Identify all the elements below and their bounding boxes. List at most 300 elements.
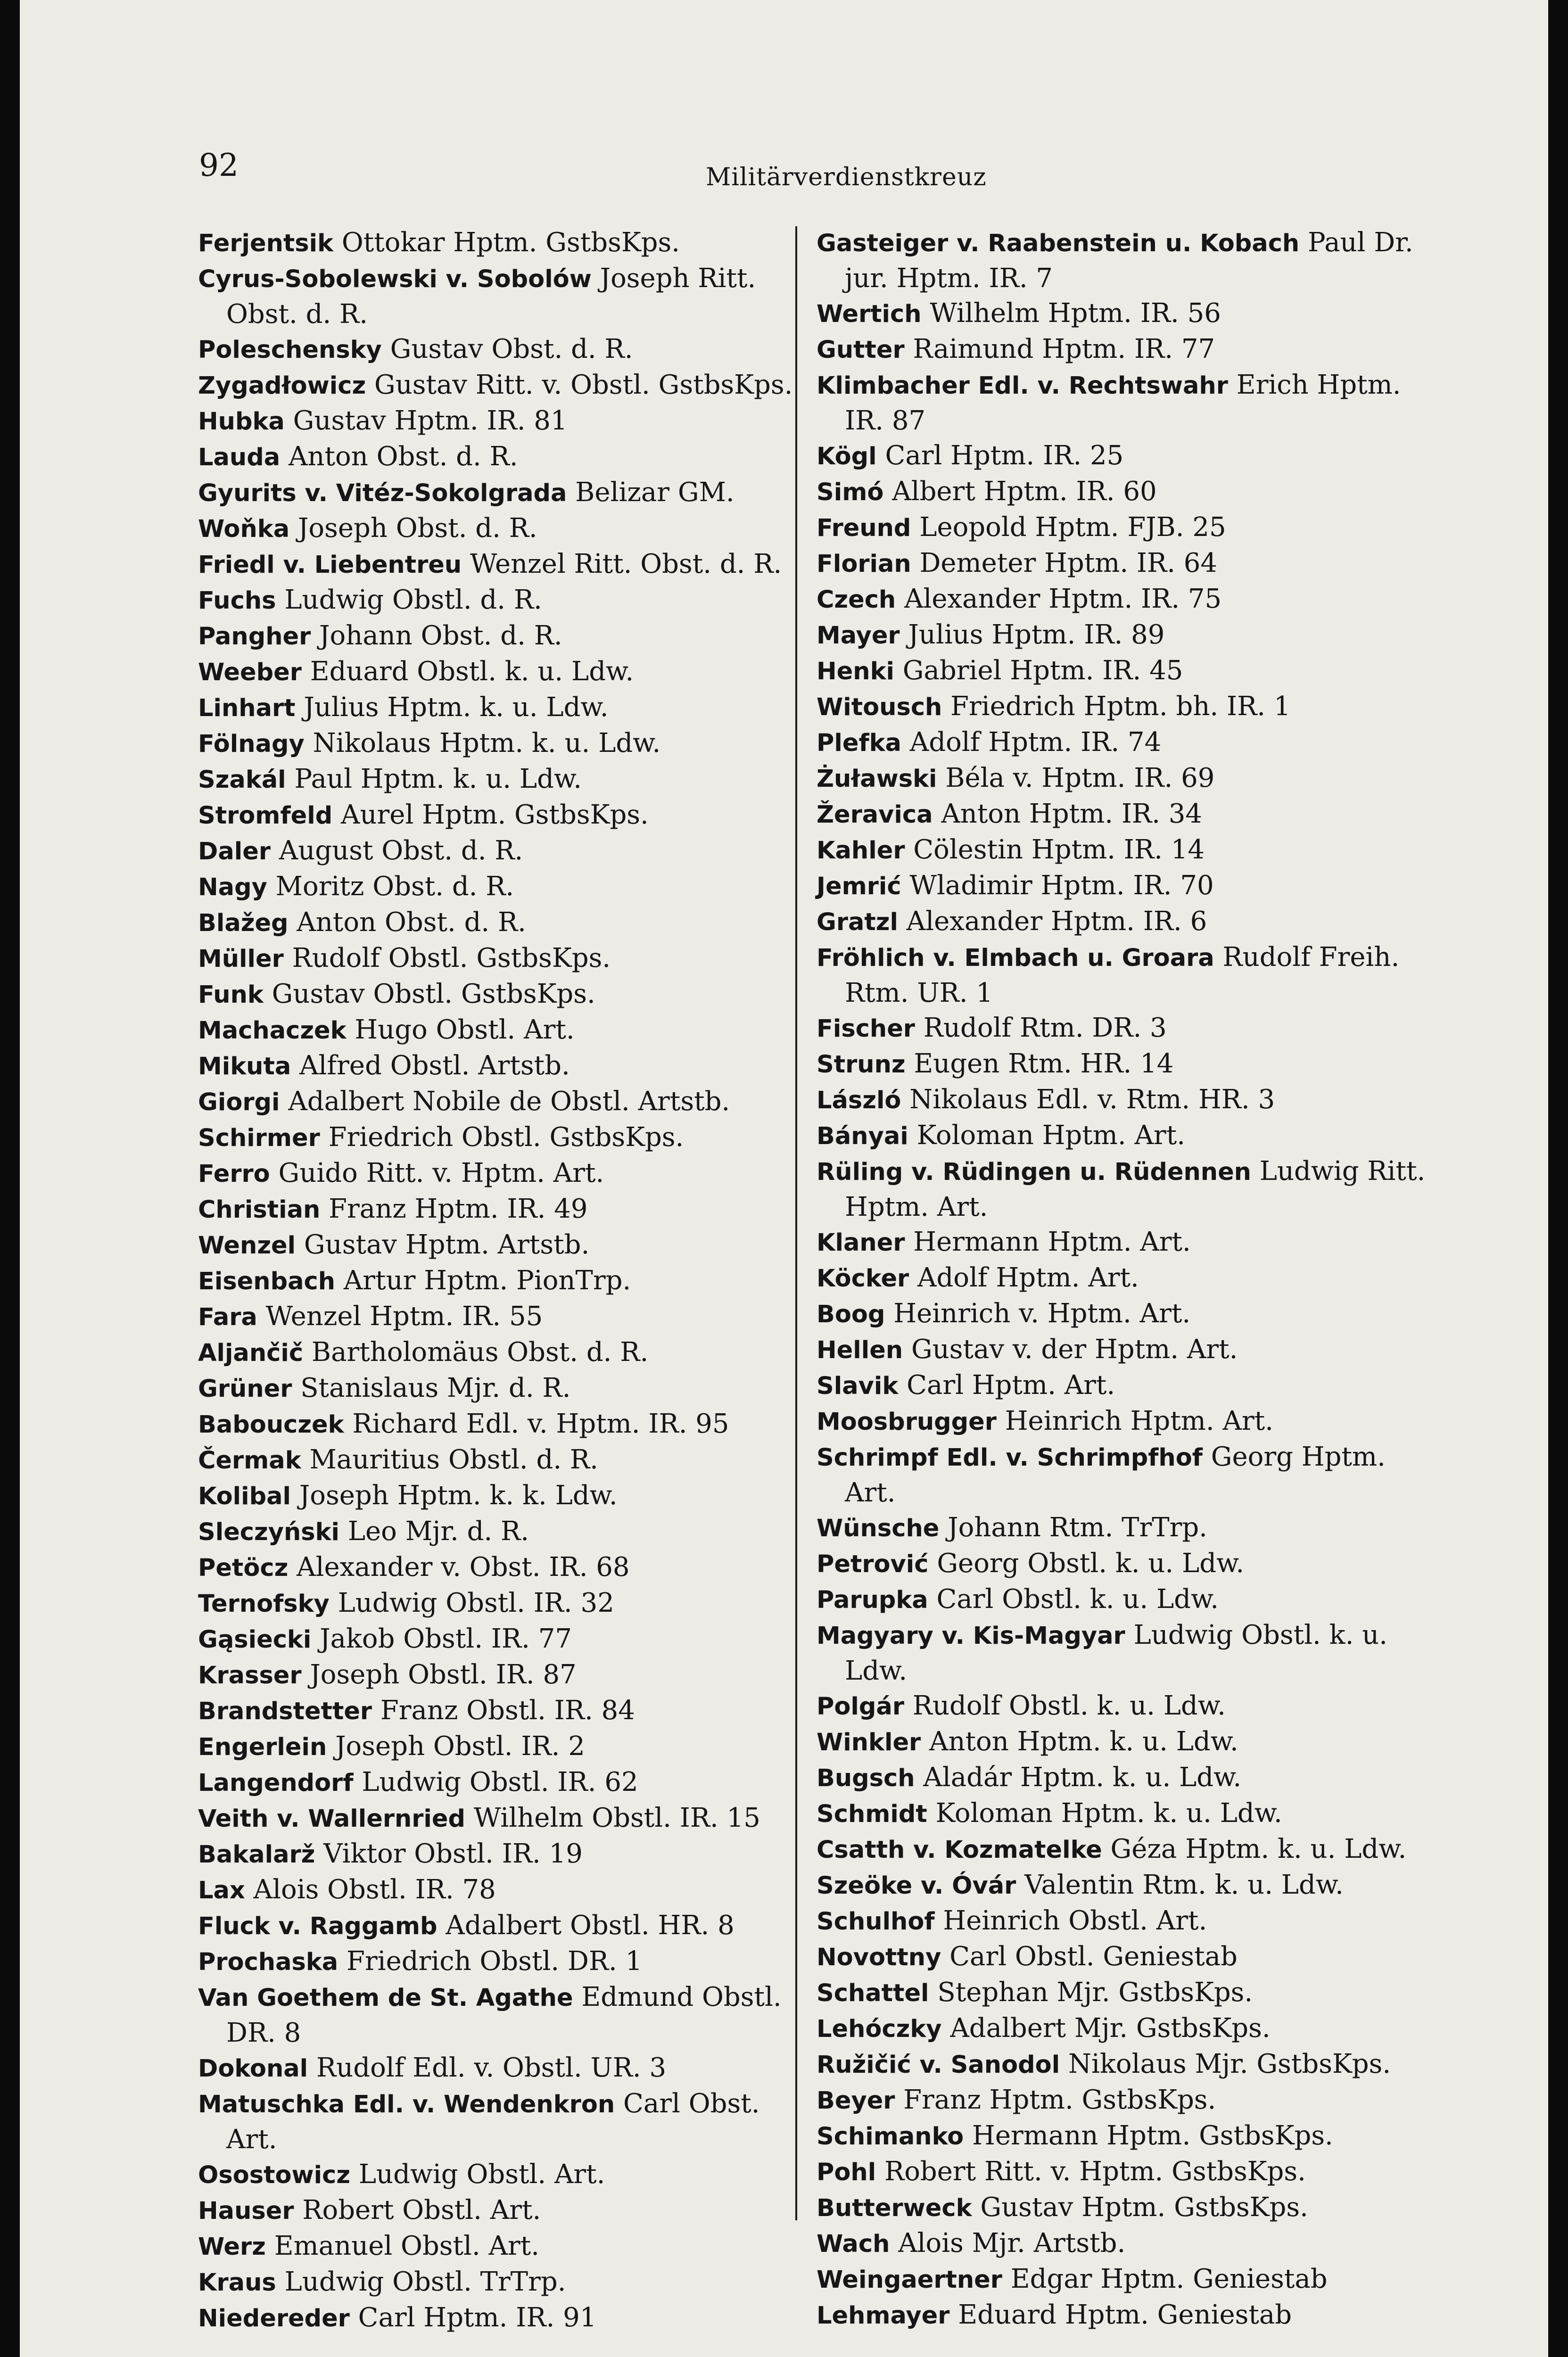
list-item: [817, 1546, 1439, 1582]
list-item: [198, 225, 806, 261]
entry-details: Carl Hptm. Art.: [907, 1370, 1115, 1401]
entry-surname: Strunz: [817, 1051, 906, 1079]
list-item: [817, 1118, 1439, 1154]
entry-details: Eduard Hptm. Geniestab: [958, 2299, 1292, 2330]
entry-surname: Ternofsky: [198, 1590, 330, 1618]
entry-details: Carl Obstl. k. u. Ldw.: [936, 1584, 1219, 1615]
list-item: [817, 797, 1439, 832]
entry-surname: Csatth v. Kozmatelke: [817, 1836, 1102, 1864]
entry-surname: Fröhlich v. Elmbach u. Groara: [817, 944, 1214, 972]
entry-surname: Pangher: [198, 623, 311, 651]
entry-details: Alexander v. Obst. IR. 68: [297, 1552, 630, 1582]
entry-surname: Czech: [817, 586, 896, 614]
entry-surname: Wünsche: [817, 1515, 940, 1542]
entry-details: Julius Hptm. IR. 89: [908, 619, 1165, 650]
entry-surname: Fuchs: [198, 587, 276, 615]
entry-details: Koloman Hptm. k. u. Ldw.: [935, 1798, 1282, 1829]
entry-surname: Gyurits v. Vitéz-Sokolgrada: [198, 479, 567, 507]
entry-details: Johann Obst. d. R.: [319, 620, 562, 651]
entry-details: Viktor Obstl. IR. 19: [323, 1838, 583, 1869]
entry-details: Alexander Hptm. IR. 6: [906, 906, 1207, 937]
entry-details: Gustav Hptm. GstbsKps.: [980, 2192, 1308, 2223]
entry-surname: Schirmer: [198, 1124, 320, 1152]
list-item: [817, 653, 1439, 689]
entry-details: Ottokar Hptm. GstbsKps.: [341, 227, 680, 258]
list-item: [198, 1299, 806, 1335]
entry-details: Eduard Obstl. k. u. Ldw.: [310, 656, 634, 687]
list-item: [198, 1335, 806, 1371]
list-item: [817, 1261, 1439, 1296]
list-item: [817, 2083, 1439, 2118]
list-item: [817, 1689, 1439, 1724]
entry-details: Gustav Ritt. v. Obstl. GstbsKps.: [374, 370, 793, 400]
list-item: [198, 439, 806, 475]
list-item: [198, 583, 806, 618]
list-item: [817, 832, 1439, 868]
list-item: [817, 546, 1439, 582]
list-item: [817, 1332, 1439, 1368]
entry-details: Nikolaus Edl. v. Rtm. HR. 3: [909, 1084, 1275, 1115]
entry-details: Rudolf Obstl. k. u. Ldw.: [912, 1690, 1226, 1721]
list-item: [817, 2190, 1439, 2226]
list-item: [817, 2047, 1439, 2083]
entry-details: Georg Obstl. k. u. Ldw.: [937, 1548, 1245, 1579]
list-item: [198, 1084, 806, 1120]
list-item: [198, 2265, 806, 2300]
list-item: [198, 332, 806, 368]
entry-details: Artur Hptm. PionTrp.: [343, 1265, 631, 1296]
entry-details: Wilhelm Hptm. IR. 56: [930, 298, 1221, 329]
entry-details: Friedrich Obstl. GstbsKps.: [328, 1122, 684, 1153]
list-item: [198, 833, 806, 869]
entry-details: Wenzel Hptm. IR. 55: [265, 1301, 543, 1332]
entry-details: Friedrich Hptm. bh. IR. 1: [950, 691, 1291, 722]
list-item: [198, 1407, 806, 1442]
list-item: [817, 1582, 1439, 1618]
entry-surname: Bakalarž: [198, 1841, 315, 1869]
entry-details: Georg Hptm. Art.: [845, 1442, 1386, 1508]
list-item: [817, 332, 1439, 368]
entry-details: Koloman Hptm. Art.: [916, 1120, 1185, 1151]
entry-surname: Novottny: [817, 1944, 941, 1971]
list-item: [198, 1013, 806, 1048]
list-item: [817, 1975, 1439, 2011]
list-item: [817, 2118, 1439, 2154]
entry-details: Adalbert Nobile de Obstl. Artstb.: [288, 1086, 730, 1117]
entry-surname: Ferjentsik: [198, 230, 334, 257]
left-column: [198, 225, 806, 2336]
list-item: [817, 1154, 1439, 1225]
list-item: [817, 618, 1439, 653]
list-item: [198, 690, 806, 726]
entry-surname: Polgár: [817, 1693, 904, 1721]
list-item: [198, 1622, 806, 1657]
entry-details: Heinrich Hptm. Art.: [1005, 1406, 1273, 1436]
list-item: [198, 1120, 806, 1156]
entry-details: Alois Mjr. Artstb.: [898, 2228, 1126, 2258]
list-item: [198, 1837, 806, 1872]
list-item: [817, 2262, 1439, 2298]
entry-details: Ludwig Obstl. k. u. Ldw.: [845, 1620, 1388, 1686]
list-item: [198, 1693, 806, 1729]
entry-details: Leopold Hptm. FJB. 25: [919, 512, 1226, 543]
entry-surname: Wertich: [817, 300, 922, 328]
entry-details: Albert Hptm. IR. 60: [892, 476, 1157, 507]
entry-surname: Szakál: [198, 766, 286, 794]
entry-details: Ludwig Obstl. TrTrp.: [284, 2266, 566, 2297]
entry-surname: Rüling v. Rüdingen u. Rüdennen: [817, 1158, 1251, 1186]
list-item: [198, 1228, 806, 1263]
list-item: [198, 1944, 806, 1980]
entry-details: Robert Ritt. v. Hptm. GstbsKps.: [884, 2156, 1306, 2187]
list-item: [817, 2154, 1439, 2190]
entry-details: Adalbert Mjr. GstbsKps.: [950, 2013, 1271, 2044]
list-item: [198, 798, 806, 833]
entry-surname: Pohl: [817, 2159, 876, 2186]
entry-details: Rudolf Obstl. GstbsKps.: [292, 943, 611, 973]
entry-surname: Hauser: [198, 2197, 294, 2225]
entry-surname: Engerlein: [198, 1733, 327, 1761]
entry-details: Cölestin Hptm. IR. 14: [913, 834, 1205, 865]
entry-surname: Simó: [817, 478, 884, 506]
entry-details: Franz Hptm. GstbsKps.: [903, 2085, 1216, 2115]
entry-surname: Lauda: [198, 444, 281, 471]
entry-details: Franz Hptm. IR. 49: [329, 1194, 588, 1224]
entry-details: Anton Hptm. IR. 34: [941, 799, 1202, 829]
list-item: [817, 2226, 1439, 2262]
entry-surname: Cyrus-Sobolewski v. Sobolów: [198, 265, 592, 293]
entry-surname: Gąsiecki: [198, 1626, 312, 1654]
entry-details: Paul Dr. jur. Hptm. IR. 7: [845, 227, 1413, 294]
list-item: [817, 2298, 1439, 2333]
entry-surname: Gasteiger v. Raabenstein u. Kobach: [817, 230, 1300, 257]
entry-surname: Čermak: [198, 1447, 301, 1475]
list-item: [817, 296, 1439, 332]
list-item: [198, 654, 806, 690]
list-item: [817, 1404, 1439, 1440]
entry-surname: Veith v. Wallernried: [198, 1805, 466, 1833]
entry-surname: Kolibal: [198, 1483, 291, 1510]
entry-surname: Daler: [198, 838, 271, 865]
entry-surname: Poleschensky: [198, 336, 382, 364]
list-item: [198, 475, 806, 511]
list-item: [198, 1586, 806, 1622]
entry-details: Anton Hptm. k. u. Ldw.: [929, 1726, 1238, 1757]
entry-surname: Lehmayer: [817, 2302, 950, 2330]
entry-details: Gustav Hptm. Artstb.: [304, 1229, 590, 1260]
list-item: [198, 511, 806, 547]
entry-surname: Petrović: [817, 1550, 929, 1578]
list-item: [817, 725, 1439, 761]
list-item: [198, 1263, 806, 1299]
entry-surname: Wach: [817, 2230, 890, 2258]
entry-details: Stanislaus Mjr. d. R.: [300, 1373, 571, 1403]
list-item: [817, 1368, 1439, 1404]
entry-details: Heinrich v. Hptm. Art.: [893, 1298, 1191, 1329]
entry-surname: Lehóczky: [817, 2015, 942, 2043]
entry-surname: Wenzel: [198, 1232, 296, 1260]
entry-surname: Freund: [817, 514, 911, 542]
entry-details: Carl Hptm. IR. 91: [358, 2302, 597, 2333]
entry-surname: Henki: [817, 658, 894, 685]
list-item: [198, 1371, 806, 1407]
list-item: [817, 225, 1439, 296]
list-item: [198, 1980, 806, 2051]
list-item: [817, 689, 1439, 725]
entry-details: Carl Hptm. IR. 25: [885, 440, 1124, 471]
entry-surname: Ferro: [198, 1160, 270, 1188]
entry-details: Leo Mjr. d. R.: [347, 1516, 529, 1547]
entry-details: Anton Obst. d. R.: [297, 907, 526, 938]
list-item: [817, 1011, 1439, 1047]
list-item: [817, 438, 1439, 474]
list-item: [198, 1729, 806, 1765]
entry-surname: Werz: [198, 2233, 266, 2261]
entry-surname: Fischer: [817, 1015, 915, 1043]
list-item: [817, 1296, 1439, 1332]
entry-details: Gustav Hptm. IR. 81: [293, 405, 568, 436]
entry-details: Joseph Obstl. IR. 87: [310, 1659, 577, 1690]
entry-surname: Zygadłowicz: [198, 372, 366, 400]
entry-surname: Mikuta: [198, 1053, 291, 1080]
list-item: [198, 2157, 806, 2193]
list-item: [198, 1048, 806, 1084]
entry-details: Anton Obst. d. R.: [288, 441, 518, 472]
list-item: [817, 1904, 1439, 1939]
entry-surname: Moosbrugger: [817, 1408, 997, 1436]
list-item: [198, 726, 806, 762]
entry-surname: Niedereder: [198, 2305, 350, 2332]
entry-details: Mauritius Obstl. d. R.: [309, 1444, 598, 1475]
entry-surname: Kögl: [817, 443, 877, 470]
list-item: [198, 1657, 806, 1693]
list-item: [198, 1478, 806, 1514]
list-item: [198, 1156, 806, 1192]
entry-details: Alfred Obstl. Artstb.: [299, 1050, 570, 1081]
entry-surname: Woňka: [198, 515, 290, 543]
column-divider: [795, 226, 797, 2220]
entry-details: Nikolaus Mjr. GstbsKps.: [1068, 2049, 1391, 2079]
entry-surname: Brandstetter: [198, 1698, 372, 1725]
entry-details: Aladár Hptm. k. u. Ldw.: [923, 1762, 1242, 1793]
entry-surname: Żuławski: [817, 765, 937, 793]
entry-surname: Szeöke v. Óvár: [817, 1872, 1016, 1900]
entry-surname: Machaczek: [198, 1017, 347, 1045]
entry-surname: Žeravica: [817, 801, 933, 829]
entry-details: Nikolaus Hptm. k. u. Ldw.: [313, 728, 661, 758]
list-item: [817, 761, 1439, 797]
entry-details: Johann Rtm. TrTrp.: [948, 1512, 1207, 1543]
list-item: [198, 1872, 806, 1908]
entry-surname: Prochaska: [198, 1948, 338, 1976]
list-item: [817, 1510, 1439, 1546]
entry-details: Rudolf Freih. Rtm. UR. 1: [845, 942, 1400, 1008]
list-item: [198, 2086, 806, 2157]
entry-surname: Krasser: [198, 1662, 302, 1689]
entry-details: Alois Obstl. IR. 78: [253, 1874, 496, 1905]
entry-details: Gustav v. der Hptm. Art.: [911, 1334, 1238, 1365]
entry-details: Joseph Obst. d. R.: [297, 513, 537, 544]
entry-details: Gustav Obst. d. R.: [390, 334, 633, 364]
entry-details: Joseph Ritt. Obst. d. R.: [226, 263, 756, 330]
entry-details: Joseph Hptm. k. k. Ldw.: [299, 1480, 618, 1511]
entry-details: Edmund Obstl. DR. 8: [226, 1982, 782, 2048]
list-item: [817, 2011, 1439, 2047]
entry-surname: Köcker: [817, 1265, 909, 1293]
entry-surname: Schimanko: [817, 2123, 964, 2151]
entry-details: Julius Hptm. k. u. Ldw.: [304, 692, 609, 723]
entry-surname: Gutter: [817, 336, 905, 364]
entry-details: Carl Obst. Art.: [226, 2088, 760, 2155]
list-item: [817, 582, 1439, 618]
list-item: [817, 1225, 1439, 1261]
entry-surname: Bugsch: [817, 1764, 915, 1792]
entry-details: Rudolf Edl. v. Obstl. UR. 3: [316, 2052, 667, 2083]
list-item: [198, 977, 806, 1013]
entry-surname: Grüner: [198, 1375, 292, 1403]
entry-details: Adolf Hptm. IR. 74: [909, 727, 1162, 758]
list-item: [198, 1514, 806, 1550]
entry-surname: Klaner: [817, 1229, 905, 1257]
entry-surname: Fluck v. Raggamb: [198, 1912, 437, 1940]
entry-surname: Gratzl: [817, 908, 898, 936]
entry-surname: Schrimpf Edl. v. Schrimpfhof: [817, 1444, 1203, 1472]
entry-surname: Sleczyński: [198, 1518, 340, 1546]
entry-details: Friedrich Obstl. DR. 1: [347, 1946, 643, 1977]
list-item: [198, 762, 806, 798]
entry-details: Erich Hptm. IR. 87: [845, 370, 1401, 436]
entry-surname: Klimbacher Edl. v. Rechtswahr: [817, 372, 1228, 400]
entry-surname: Bányai: [817, 1122, 908, 1150]
entry-surname: Stromfeld: [198, 802, 333, 830]
list-item: [817, 904, 1439, 940]
list-item: [198, 368, 806, 404]
list-item: [198, 869, 806, 905]
list-item: [198, 1442, 806, 1478]
entry-details: Guido Ritt. v. Hptm. Art.: [278, 1158, 604, 1188]
entry-surname: Fölnagy: [198, 730, 305, 758]
entry-surname: Mayer: [817, 622, 900, 650]
entry-surname: Schmidt: [817, 1800, 927, 1828]
list-item: [198, 2229, 806, 2265]
entry-surname: Ružičić v. Sanodol: [817, 2051, 1060, 2079]
list-item: [198, 2193, 806, 2229]
entry-details: Hermann Hptm. Art.: [913, 1227, 1191, 1257]
list-item: [198, 1801, 806, 1837]
entry-details: Gabriel Hptm. IR. 45: [902, 655, 1183, 686]
list-item: [817, 368, 1439, 438]
entry-surname: Plefka: [817, 729, 901, 757]
list-item: [817, 1832, 1439, 1868]
list-item: [817, 474, 1439, 510]
entry-surname: Witousch: [817, 693, 942, 721]
entry-details: Raimund Hptm. IR. 77: [913, 334, 1215, 364]
list-item: [198, 941, 806, 977]
entry-details: Ludwig Obstl. d. R.: [284, 585, 542, 615]
entry-surname: Matuschka Edl. v. Wendenkron: [198, 2091, 615, 2118]
entry-surname: Aljančič: [198, 1339, 304, 1367]
list-item: [817, 1760, 1439, 1796]
entry-details: Jakob Obstl. IR. 77: [320, 1624, 572, 1654]
entry-surname: Boog: [817, 1301, 885, 1328]
entry-details: Eugen Rtm. HR. 14: [914, 1048, 1174, 1079]
list-item: [817, 1440, 1439, 1510]
entry-details: Hermann Hptm. GstbsKps.: [972, 2120, 1333, 2151]
entry-surname: Langendorf: [198, 1769, 354, 1797]
entry-surname: Winkler: [817, 1729, 921, 1756]
entry-surname: Nagy: [198, 874, 267, 901]
list-item: [817, 1939, 1439, 1975]
entry-details: Edgar Hptm. Geniestab: [1010, 2264, 1328, 2294]
entry-surname: Parupka: [817, 1586, 928, 1614]
entry-surname: Slavik: [817, 1372, 899, 1400]
entry-details: Adalbert Obstl. HR. 8: [446, 1910, 734, 1941]
entry-details: Joseph Obstl. IR. 2: [335, 1731, 585, 1762]
list-item: [198, 1765, 806, 1801]
entry-surname: Schulhof: [817, 1908, 935, 1936]
entry-surname: Florian: [817, 550, 911, 578]
entry-details: Adolf Hptm. Art.: [917, 1262, 1139, 1293]
list-item: [198, 1550, 806, 1586]
entry-details: Demeter Hptm. IR. 64: [919, 548, 1218, 578]
right-column: [817, 225, 1439, 2333]
entry-details: Aurel Hptm. GstbsKps.: [341, 799, 649, 830]
entry-details: Wilhelm Obstl. IR. 15: [473, 1803, 760, 1833]
list-item: [817, 1082, 1439, 1118]
entry-surname: Blažeg: [198, 909, 289, 937]
entry-details: Robert Obstl. Art.: [302, 2195, 541, 2225]
entry-surname: Eisenbach: [198, 1268, 336, 1295]
entry-surname: Kahler: [817, 837, 905, 865]
list-item: [198, 905, 806, 941]
entry-details: Ludwig Ritt. Hptm. Art.: [845, 1156, 1426, 1222]
list-item: [817, 1868, 1439, 1904]
entry-surname: Christian: [198, 1196, 321, 1224]
running-title: Militärverdienstkreuz: [706, 163, 987, 191]
entry-surname: Müller: [198, 945, 284, 973]
list-item: [198, 618, 806, 654]
list-item: [198, 261, 806, 332]
entry-details: Ludwig Obstl. IR. 62: [362, 1767, 638, 1797]
list-item: [198, 547, 806, 583]
entry-details: Heinrich Obstl. Art.: [943, 1905, 1207, 1936]
list-item: [817, 868, 1439, 904]
entry-details: Rudolf Rtm. DR. 3: [923, 1013, 1167, 1043]
entry-surname: Kraus: [198, 2269, 276, 2297]
entry-details: Gustav Obstl. GstbsKps.: [272, 979, 595, 1009]
list-item: [817, 1618, 1439, 1689]
entry-details: Hugo Obstl. Art.: [355, 1014, 575, 1045]
entry-details: Belizar GM.: [575, 477, 734, 508]
list-item: [198, 2051, 806, 2086]
entry-surname: Hubka: [198, 408, 285, 436]
entry-details: Franz Obstl. IR. 84: [380, 1695, 635, 1726]
entry-details: Ludwig Obstl. IR. 32: [338, 1588, 614, 1618]
entry-surname: Beyer: [817, 2087, 895, 2115]
entry-surname: Weeber: [198, 659, 302, 686]
entry-surname: Petöcz: [198, 1554, 289, 1582]
list-item: [817, 1047, 1439, 1082]
entry-details: Wladimir Hptm. IR. 70: [909, 870, 1214, 901]
page-number: 92: [199, 147, 239, 183]
entry-surname: Butterweck: [817, 2194, 972, 2222]
list-item: [817, 1796, 1439, 1832]
entry-details: Moritz Obst. d. R.: [275, 871, 514, 902]
entry-surname: Lax: [198, 1877, 245, 1904]
entry-details: Bartholomäus Obst. d. R.: [311, 1337, 649, 1368]
entry-surname: Magyary v. Kis-Magyar: [817, 1622, 1125, 1650]
list-item: [817, 1724, 1439, 1760]
